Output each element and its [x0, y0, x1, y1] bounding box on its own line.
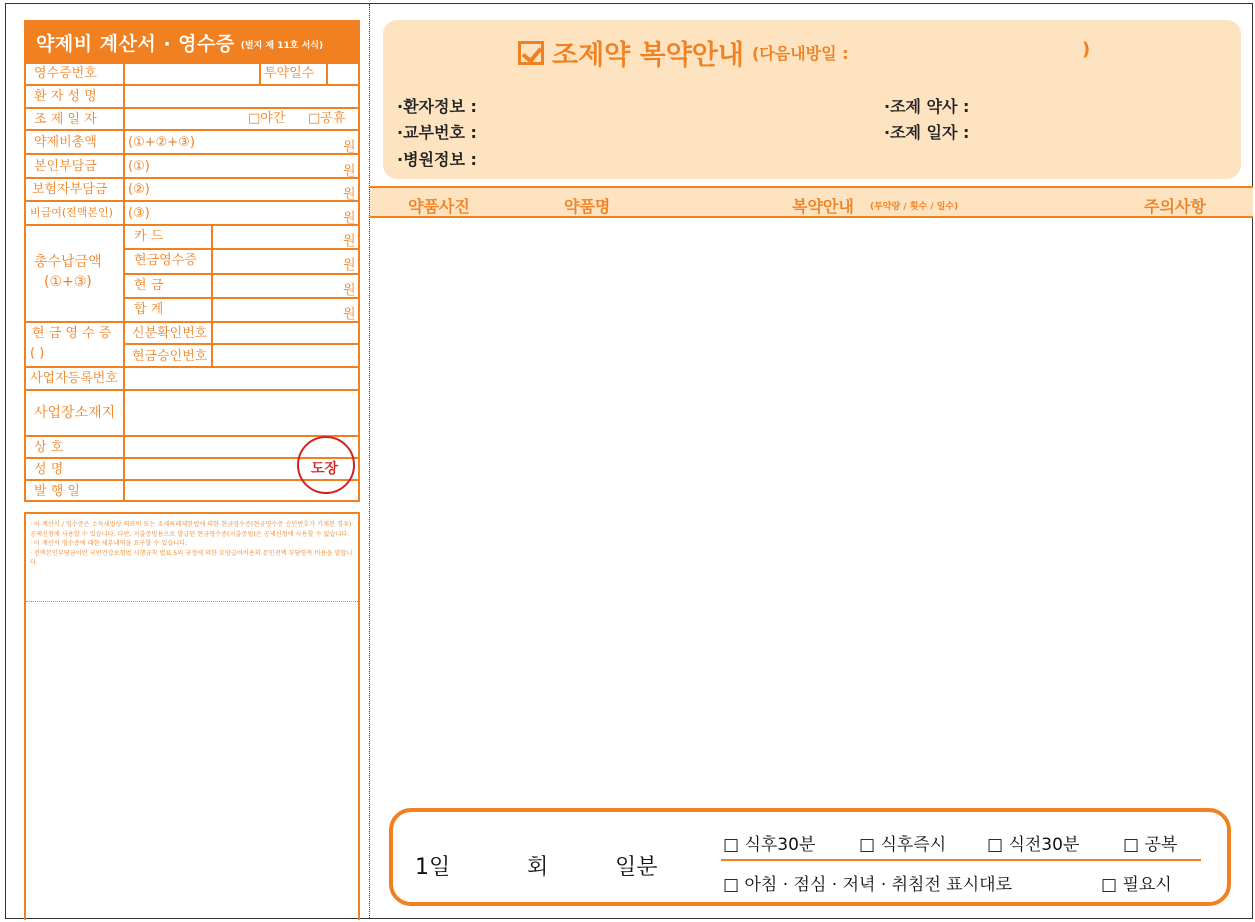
label-sum: 합 계: [134, 302, 164, 317]
issue-no-label: ·교부번호 :: [397, 123, 477, 142]
option-before-30[interactable]: □ 식전30분: [987, 835, 1080, 855]
non-covered-mark: (③): [128, 206, 150, 221]
row-line: [26, 389, 358, 391]
row-line: [26, 153, 358, 155]
label-approval-no: 현금승인번호: [132, 349, 208, 364]
col-name: 약품명: [564, 197, 611, 216]
label-total: 약제비총액: [34, 135, 97, 150]
cash-receipt-paren: ( ): [30, 346, 45, 361]
row-line: [26, 435, 358, 437]
label-non-covered: 비급여(전액본인): [30, 206, 113, 219]
guide-title: 조제약 복약안내: [552, 40, 744, 71]
label-issue-date: 발 행 일: [34, 484, 80, 499]
option-as-needed[interactable]: □ 필요시: [1101, 875, 1172, 895]
note-2: · 이 계산서 영수증에 대한 세부내역을 요구할 수 있습니다.: [30, 540, 188, 548]
row-line: [124, 248, 358, 250]
label-patient: 환 자 성 명: [34, 89, 97, 104]
won-unit: 원: [343, 234, 356, 249]
column-header-row: [370, 186, 1253, 218]
row-line: [124, 297, 358, 299]
row-line: [26, 177, 358, 179]
stamp-label: 도장: [311, 461, 339, 477]
label-insurer-pay: 보험자부담금: [32, 182, 108, 197]
notes-divider: [26, 601, 358, 602]
note-3: · 전액본인부담금이란 국민건강보험법 시행규칙 별표 5의 규정에 의한 요양급여비용의 본인전액 부담항목 비용을 말합니다.: [30, 549, 353, 567]
total-formula: (①+②+③): [128, 135, 195, 150]
col-guide: 복약안내: [792, 197, 854, 216]
row-line: [26, 84, 358, 86]
label-cash: 현 금: [134, 278, 164, 293]
label-name: 성 명: [34, 462, 64, 477]
won-unit: 원: [343, 283, 356, 298]
row-line: [26, 62, 358, 64]
dose-box: [389, 808, 1231, 906]
col-line: [211, 224, 213, 366]
label-self-pay: 본인부담금: [34, 159, 97, 174]
self-pay-mark: (①): [128, 159, 150, 174]
col-line: [123, 62, 125, 501]
won-unit: 원: [343, 211, 356, 226]
label-cash-receipt-box: 현 금 영 수 증: [32, 326, 112, 341]
label-receipt-no: 영수증번호: [34, 66, 97, 81]
row-line: [26, 321, 358, 323]
holiday-checkbox[interactable]: □공휴: [308, 111, 346, 126]
option-after-meal[interactable]: □ 식후즉시: [859, 835, 947, 855]
dose-days: 일분: [615, 855, 658, 880]
col-line: [259, 62, 261, 84]
patient-info-label: ·환자정보 :: [397, 97, 477, 116]
label-cash-receipt: 현금영수증: [134, 253, 197, 268]
label-sum-paid: 총수납금액: [34, 254, 102, 270]
dose-separator: [721, 859, 1201, 861]
pharmacist-label: ·조제 약사 :: [884, 97, 970, 116]
col-caution: 주의사항: [1144, 197, 1206, 216]
receipt-form: [24, 20, 360, 502]
receipt-notes: [24, 512, 360, 920]
won-unit: 원: [343, 187, 356, 202]
col-line: [326, 62, 328, 84]
col-guide-sub: (투약량 / 횟수 / 일수): [870, 202, 959, 212]
perforation-line: [369, 4, 370, 918]
dose-per-day: 1일: [415, 855, 451, 880]
label-trade-name: 상 호: [34, 440, 64, 455]
row-line: [124, 343, 358, 345]
row-line: [26, 107, 358, 109]
won-unit: 원: [343, 164, 356, 179]
night-checkbox[interactable]: □야간: [248, 111, 286, 126]
receipt-title-bar: [26, 22, 358, 62]
guide-title-row: [518, 33, 1091, 72]
row-line: [26, 129, 358, 131]
form-note: (별지 제 11호 서식): [240, 40, 324, 51]
label-id-no: 신분확인번호: [132, 326, 208, 341]
won-unit: 원: [343, 258, 356, 273]
won-unit: 원: [343, 307, 356, 322]
label-biz-addr: 사업장소재지: [34, 405, 116, 421]
label-card: 카 드: [134, 229, 164, 244]
stamp-circle: [297, 436, 355, 494]
row-line: [26, 200, 358, 202]
won-unit: 원: [343, 140, 356, 155]
option-as-marked[interactable]: □ 아침 · 점심 · 저녁 · 취침전 표시대로: [723, 875, 1012, 895]
hospital-info-label: ·병원정보 :: [397, 150, 477, 169]
option-after-30[interactable]: □ 식후30분: [723, 835, 816, 855]
note-1: · 이 계산서 / 영수증은 소득세법상 의료비 또는 조세특례제한법에 의한 현금영수증(현금영수증 승인번호가 기재된 경우) 공제신청에 사용할 수 있습니다. 다만, 지출증빙용으로 발급된 현금영수증(지출증빙)은 공제신청에 사용할 수 없습니다.: [30, 521, 352, 538]
dispense-date-label: ·조제 일자 :: [884, 123, 970, 142]
option-empty-stomach[interactable]: □ 공복: [1123, 835, 1178, 855]
receipt-title: 약제비 계산서 · 영수증: [36, 32, 235, 55]
checkbox-icon: [518, 41, 544, 65]
insurer-mark: (②): [128, 182, 150, 197]
label-biz-no: 사업자등록번호: [30, 371, 118, 386]
label-dispense-date: 조 제 일 자: [34, 112, 97, 127]
label-days: 투약일수: [264, 66, 315, 81]
row-line: [26, 366, 358, 368]
row-line: [26, 224, 358, 226]
sum-formula: (①+③): [44, 274, 92, 290]
next-visit-close: ): [1082, 39, 1091, 60]
next-visit-label: (다음내방일 :: [751, 44, 849, 63]
col-photo: 약품사진: [408, 197, 470, 216]
dose-times: 회: [527, 855, 549, 880]
row-line: [124, 273, 358, 275]
